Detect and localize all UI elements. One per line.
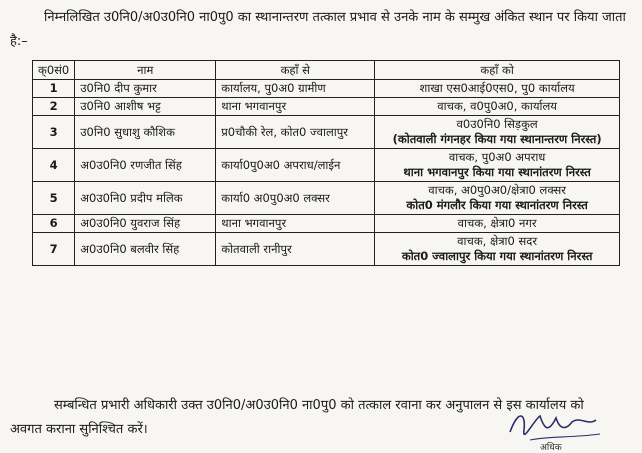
from-cell: कार्यालय, पु0अ0 ग्रामीण: [216, 80, 375, 98]
from-cell: प्र0चौकी रेल, कोत0 ज्वालापुर: [216, 116, 375, 149]
to-line: शाखा एस0आई0एस0, पु0 कार्यालय: [419, 81, 575, 95]
to-cell: [375, 233, 620, 266]
to-cell: [375, 80, 620, 98]
to-cell: [375, 215, 620, 233]
closing-text: सम्बन्धित प्रभारी अधिकारी उक्त उ0नि0/अ0उ0नि0 ना0पु0 को तत्काल रवाना कर अनुपालन से इस कार्यालय को अवगत कराना सुनिश्चित करें।: [10, 398, 584, 437]
to-line: वाचक, व0पु0अ0, कार्यालय: [437, 99, 557, 113]
to-line: वाचक, अ0पु0अ0/क्षेत्रा0 लक्सर: [428, 183, 566, 197]
serial-cell: 4: [33, 149, 75, 182]
to-cell: [375, 182, 620, 215]
intro-text: निम्नलिखित उ0नि0/अ0उ0नि0 ना0पु0 का स्थानान्तरण तत्काल प्रभाव से उनके नाम के सम्मुख अंकित स्थान पर किया जाता है:–: [10, 10, 626, 49]
to-cell: [375, 116, 620, 149]
header-to: कहाँ को: [375, 61, 620, 80]
serial-cell: 3: [33, 116, 75, 149]
from-cell: कार्या0पु0अ0 अपराध/लाईन: [216, 149, 375, 182]
name-cell: अ0उ0नि0 प्रदीप मलिक: [75, 182, 216, 215]
to-line: कोत0 मंगलौर किया गया स्थानांतरण निरस्त: [406, 198, 588, 212]
table-row: [33, 182, 620, 215]
footer-fragment: अधिक: [540, 443, 562, 453]
table-row: [33, 149, 620, 182]
to-line: (कोतवाली गंगनहर किया गया स्थानान्तरण निरस्त): [392, 132, 602, 146]
name-cell: अ0उ0नि0 बलवीर सिंह: [75, 233, 216, 266]
to-line: वाचक, पु0अ0 अपराध: [448, 150, 546, 164]
table-row: [33, 98, 620, 116]
name-cell: अ0उ0नि0 रणजीत सिंह: [75, 149, 216, 182]
to-line: वाचक, क्षेत्रा0 नगर: [457, 216, 537, 230]
name-cell: उ0नि0 दीप कुमार: [75, 80, 216, 98]
serial-cell: 6: [33, 215, 75, 233]
transfer-table: [32, 60, 620, 266]
header-serial: क्0सं0: [33, 61, 75, 80]
header-name: नाम: [75, 61, 216, 80]
to-line: थाना भगवानपुर किया गया स्थानांतरण निरस्त: [403, 165, 591, 179]
from-cell: थाना भगवानपुर: [216, 215, 375, 233]
from-cell: कार्या0 अ0पु0अ0 लक्सर: [216, 182, 375, 215]
name-cell: उ0नि0 आशीष भट्ट: [75, 98, 216, 116]
name-cell: उ0नि0 सुधाशु कौशिक: [75, 116, 216, 149]
table-header-row: [33, 61, 620, 80]
from-cell: कोतवाली रानीपुर: [216, 233, 375, 266]
to-cell: [375, 149, 620, 182]
name-cell: अ0उ0नि0 युवराज सिंह: [75, 215, 216, 233]
to-line: कोत0 ज्वालापुर किया गया स्थानांतरण निरस्त: [401, 249, 593, 263]
serial-cell: 7: [33, 233, 75, 266]
serial-cell: 1: [33, 80, 75, 98]
table-row: [33, 80, 620, 98]
intro-paragraph: [10, 6, 636, 54]
table-row: [33, 215, 620, 233]
header-from: कहाँ से: [216, 61, 375, 80]
to-cell: [375, 98, 620, 116]
serial-cell: 2: [33, 98, 75, 116]
serial-cell: 5: [33, 182, 75, 215]
from-cell: थाना भगवानपुर: [216, 98, 375, 116]
to-line: वाचक, क्षेत्रा0 सदर: [457, 234, 538, 248]
table-row: [33, 116, 620, 149]
to-line: व0उ0नि0 सिड़कुल: [456, 117, 538, 131]
table-row: [33, 233, 620, 266]
